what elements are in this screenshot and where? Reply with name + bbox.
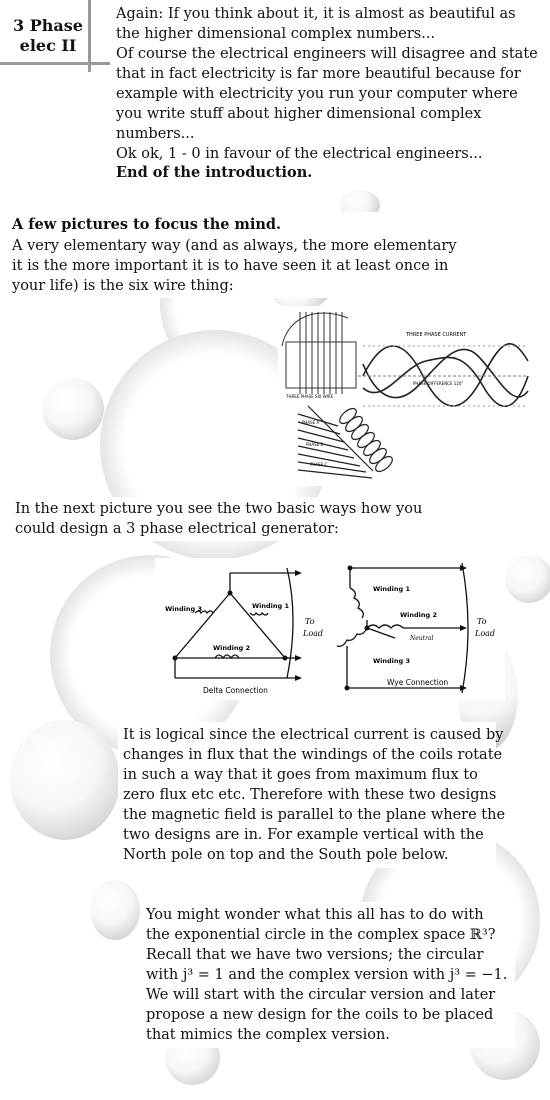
text-line: Recall that we have two versions; the circular [146,947,484,963]
figure1-wire-label: THREE PHASE SIX WIRE [286,394,334,399]
text-line: could design a 3 phase electrical generator: [15,521,339,537]
three-phase-six-wire-figure [278,306,532,486]
text-line: that in fact electricity is far more beautiful because for [116,66,521,82]
delta-winding-3: Winding 3 [165,605,202,613]
text-line: your life) is the six wire thing: [12,278,234,294]
text-line: In the next picture you see the two basic ways how you [15,501,423,517]
text-line: changes in flux that the windings of the coils rotate [123,747,503,763]
text-line: zero flux etc etc. Therefore with these two designs [123,787,497,803]
text-line: with j³ = 1 and the complex version with j³ = −1. [146,967,508,983]
text-line: that mimics the complex version. [146,1027,390,1043]
delta-to-label: To [305,617,315,626]
delta-load-label: Load [303,629,324,638]
text-line: in such a way that it goes from maximum flux to [123,767,478,783]
text-line: A very elementary way (and as always, the more elementary [12,238,457,254]
wye-winding-2: Winding 2 [400,611,437,619]
six-wire-paragraph [12,236,457,296]
text-line: example with electricity you run your computer where [116,86,518,102]
header-divider-horizontal [0,62,110,65]
background-bubble [10,720,120,840]
wye-load-label: Load [475,629,496,638]
delta-winding-1: Winding 1 [252,602,289,610]
section-heading: A few pictures to focus the mind. [12,216,282,233]
intro-end: End of the introduction. [116,164,313,181]
wye-winding-1: Winding 1 [373,585,410,593]
figure1-phase-label: PHASE DIFFERENCE 120° [413,381,464,386]
delta-winding-2: Winding 2 [213,644,250,652]
background-bubble [90,880,140,940]
text-line: Ok ok, 1 - 0 in favour of the electrical engineers... [116,146,483,162]
flux-paragraph [123,725,505,865]
text-line: Of course the electrical engineers will disagree and state [116,46,538,62]
generator-paragraph [15,499,422,539]
chapter-title [8,16,88,56]
intro-paragraph [116,4,550,164]
delta-wye-figure [155,558,505,700]
text-line: it is the more important it is to have seen it at least once in [12,258,449,274]
text-line: you write stuff about higher dimensional complex numbers... [116,106,482,142]
text-line: the magnetic field is parallel to the plane where the [123,807,506,823]
wye-neutral-label: Neutral [410,635,434,642]
text-line: North pole on top and the South pole below. [123,847,449,863]
wye-winding-3: Winding 3 [373,657,410,665]
text-line: the higher dimensional complex numbers... [116,26,436,42]
figure1-phase-a: PHASE A [302,420,320,425]
wye-caption: Wye Connection [387,678,449,687]
chapter-title-line: 3 Phase [13,16,83,35]
figure1-phase-b: PHASE B [306,442,324,447]
chapter-header [0,0,96,72]
figure1-title: THREE PHASE CURRENT [406,332,467,338]
text-line: We will start with the circular version and later [146,987,496,1003]
background-bubble [42,378,104,440]
delta-caption: Delta Connection [203,686,268,695]
figure1-phase-c: PHASE C [310,462,328,467]
chapter-title-line: elec II [19,36,77,55]
text-line: Again: If you think about it, it is almost as beautiful as [116,6,516,22]
text-line: the exponential circle in the complex space ℝ³? [146,927,496,943]
text-line: two designs are in. For example vertical with the [123,827,484,843]
wye-to-label: To [477,617,487,626]
background-bubble [505,555,550,603]
complex-space-paragraph [146,905,507,1045]
text-line: propose a new design for the coils to be placed [146,1007,494,1023]
text-line: You might wonder what this all has to do with [146,907,484,923]
text-line: It is logical since the electrical current is caused by [123,727,504,743]
